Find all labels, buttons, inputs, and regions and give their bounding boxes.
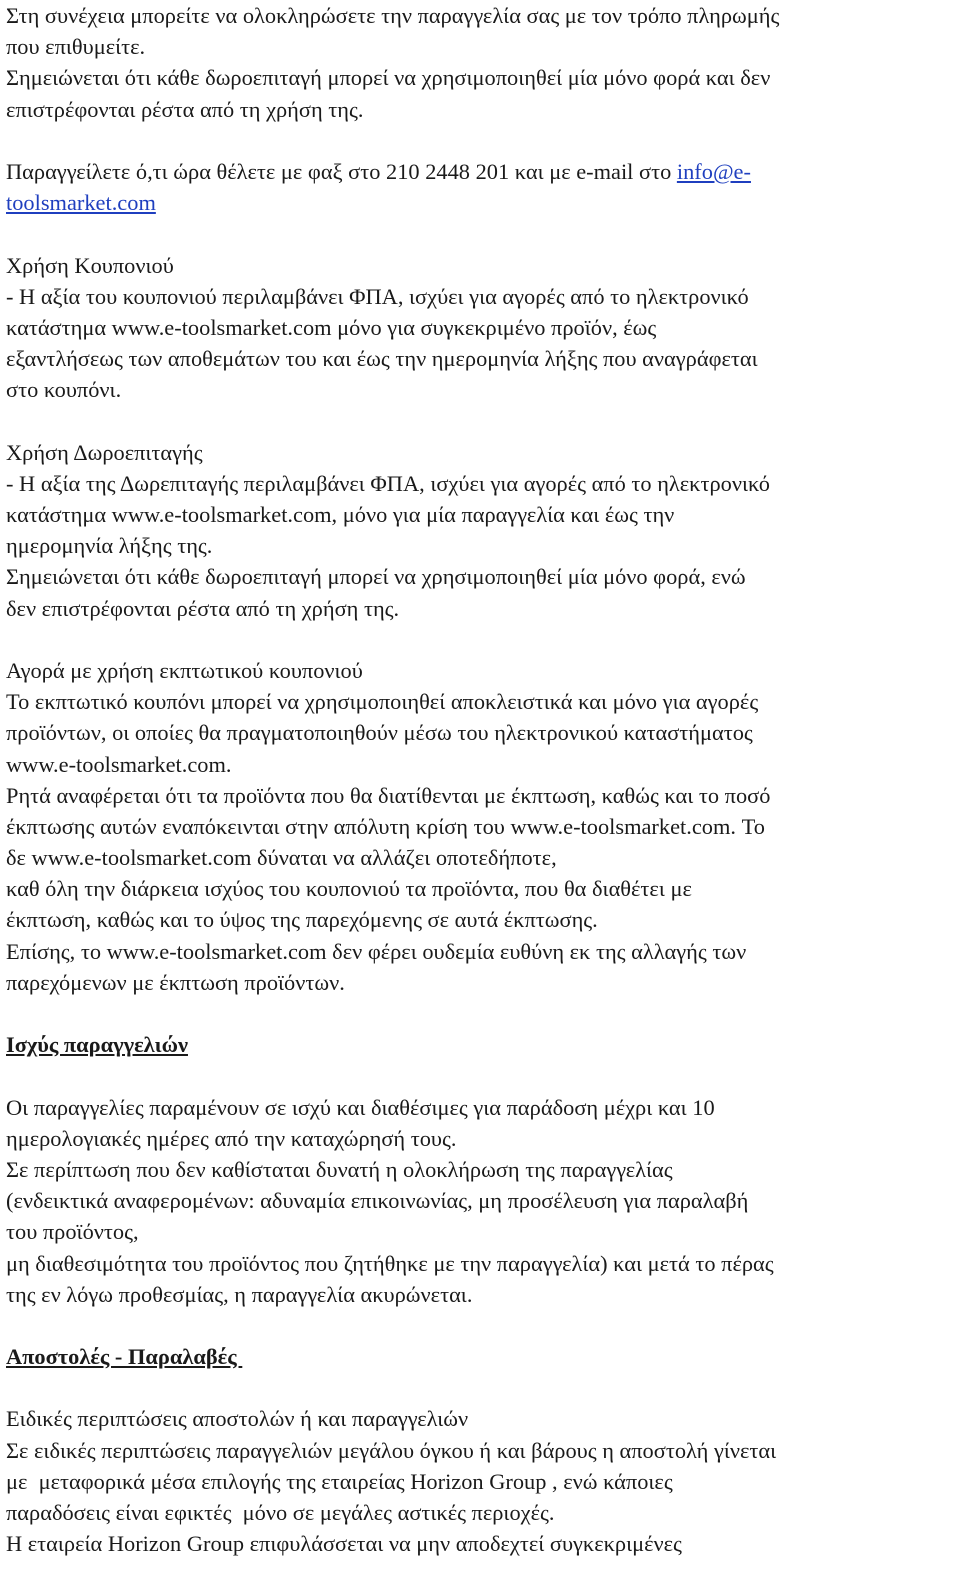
voucher-use-title: Χρήση Δωροεπιταγής (6, 439, 203, 465)
discount-purchase-line-2: προϊόντων, οι οποίες θα πραγματοποιηθούν μέσω του ηλεκτρονικού καταστήματος (6, 720, 753, 746)
shipping-heading (6, 1341, 951, 1372)
discount-purchase-line-7: καθ όλη την διάρκεια ισχύος του κουπονιού τα προϊόντα, που θα διαθέτει με (6, 876, 692, 902)
discount-purchase-line-9: Επίσης, το www.e-toolsmarket.com δεν φέρει ουδεμία ευθύνη εκ της αλλαγής των (6, 938, 747, 964)
email-link-part-1[interactable]: info@e- (676, 158, 751, 184)
document-page (6, 0, 951, 1559)
voucher-use-line-4: Σημειώνεται ότι κάθε δωροεπιταγή μπορεί να χρησιμοποιηθεί μία μόνο φορά, ενώ (6, 564, 746, 590)
order-validity-line-5: του προϊόντος, (6, 1219, 139, 1245)
discount-purchase-line-10: παρεχόμενων με έκπτωση προϊόντων. (6, 969, 345, 995)
order-validity-title: Ισχύς παραγγελιών (6, 1032, 188, 1058)
discount-purchase-line-4: Ρητά αναφέρεται ότι τα προϊόντα που θα διατίθενται με έκπτωση, καθώς και το ποσό (6, 782, 771, 808)
email-link-part-2[interactable]: toolsmarket.com (6, 190, 156, 216)
shipping-subtitle: Ειδικές περιπτώσεις αποστολών ή και παραγγελιών (6, 1406, 469, 1432)
coupon-use-line-3: εξαντλήσεως των αποθεμάτων του και έως την ημερομηνία λήξης που αναγράφεται (6, 346, 758, 372)
intro-line-2: που επιθυμείτε. (6, 34, 146, 60)
order-validity-line-4: (ενδεικτικά αναφερομένων: αδυναμία επικοινωνίας, μη προσέλευση για παραλαβή (6, 1188, 749, 1214)
voucher-use-line-1: - Η αξία της Δωρεπιταγής περιλαμβάνει ΦΠΑ, ισχύει για αγορές από το ηλεκτρονικό (6, 470, 770, 496)
order-validity-line-6: μη διαθεσιμότητα του προϊόντος που ζητήθηκε με την παραγγελία) και μετά το πέρας (6, 1250, 774, 1276)
discount-purchase-line-1: Το εκπτωτικό κουπόνι μπορεί να χρησιμοποιηθεί αποκλειστικά και μόνο για αγορές (6, 689, 759, 715)
order-validity-line-2: ημερολογιακές ημέρες από την καταχώρησή τους. (6, 1125, 457, 1151)
coupon-use-line-2: κατάστημα www.e-toolsmarket.com μόνο για συγκεκριμένο προϊόν, έως (6, 314, 657, 340)
contact-line-2 (6, 187, 951, 218)
shipping-line-1: Σε ειδικές περιπτώσεις παραγγελιών μεγάλου όγκου ή και βάρους η αποστολή γίνεται (6, 1437, 777, 1463)
coupon-use-line-1: - Η αξία του κουπονιού περιλαμβάνει ΦΠΑ, ισχύει για αγορές από το ηλεκτρονικό (6, 283, 749, 309)
coupon-use-title: Χρήση Κουπονιού (6, 252, 174, 278)
intro-line-3: Σημειώνεται ότι κάθε δωροεπιταγή μπορεί να χρησιμοποιηθεί μία μόνο φορά και δεν (6, 65, 771, 91)
intro-line-4: επιστρέφονται ρέστα από τη χρήση της. (6, 96, 364, 122)
discount-purchase-title: Αγορά με χρήση εκπτωτικού κουπονιού (6, 657, 363, 683)
voucher-use-line-2: κατάστημα www.e-toolsmarket.com, μόνο για μία παραγγελία και έως την (6, 502, 675, 527)
contact-text: Παραγγείλετε ό,τι ώρα θέλετε με φαξ στο 210 2448 201 και με e-mail στο (6, 158, 677, 184)
order-validity-heading (6, 1029, 951, 1060)
voucher-use-line-3: ημερομηνία λήξης της. (6, 533, 213, 559)
order-validity-line-1: Οι παραγγελίες παραμένουν σε ισχύ και διαθέσιμες για παράδοση μέχρι και 10 (6, 1094, 715, 1120)
shipping-line-2: με μεταφορικά μέσα επιλογής της εταιρείας Horizon Group , ενώ κάποιες (6, 1468, 673, 1494)
intro-line-1: Στη συνέχεια μπορείτε να ολοκληρώσετε την παραγγελία σας με τον τρόπο πληρωμής (6, 3, 780, 28)
order-validity-line-7: της εν λόγω προθεσμίας, η παραγγελία ακυρώνεται. (6, 1281, 473, 1307)
discount-purchase-line-5: έκπτωσης αυτών εναπόκεινται στην απόλυτη κρίση του www.e-toolsmarket.com. Το (6, 813, 765, 839)
discount-purchase-line-3: www.e-toolsmarket.com. (6, 751, 232, 777)
shipping-line-3: παραδόσεις είναι εφικτές μόνο σε μεγάλες αστικές περιοχές. (6, 1500, 555, 1525)
order-validity-line-3: Σε περίπτωση που δεν καθίσταται δυνατή η ολοκλήρωση της παραγγελίας (6, 1156, 673, 1182)
discount-purchase-line-8: έκπτωση, καθώς και το ύψος της παρεχόμενης σε αυτά έκπτωσης. (6, 907, 598, 933)
shipping-title: Αποστολές - Παραλαβές (6, 1344, 243, 1370)
shipping-line-4: Η εταιρεία Horizon Group επιφυλάσσεται να μην αποδεχτεί συγκεκριμένες (6, 1531, 682, 1557)
voucher-use-line-5: δεν επιστρέφονται ρέστα από τη χρήση της. (6, 595, 400, 621)
discount-purchase-line-6: δε www.e-toolsmarket.com δύναται να αλλάζει οποτεδήποτε, (6, 845, 557, 871)
coupon-use-line-4: στο κουπόνι. (6, 377, 122, 403)
contact-line (6, 156, 951, 187)
